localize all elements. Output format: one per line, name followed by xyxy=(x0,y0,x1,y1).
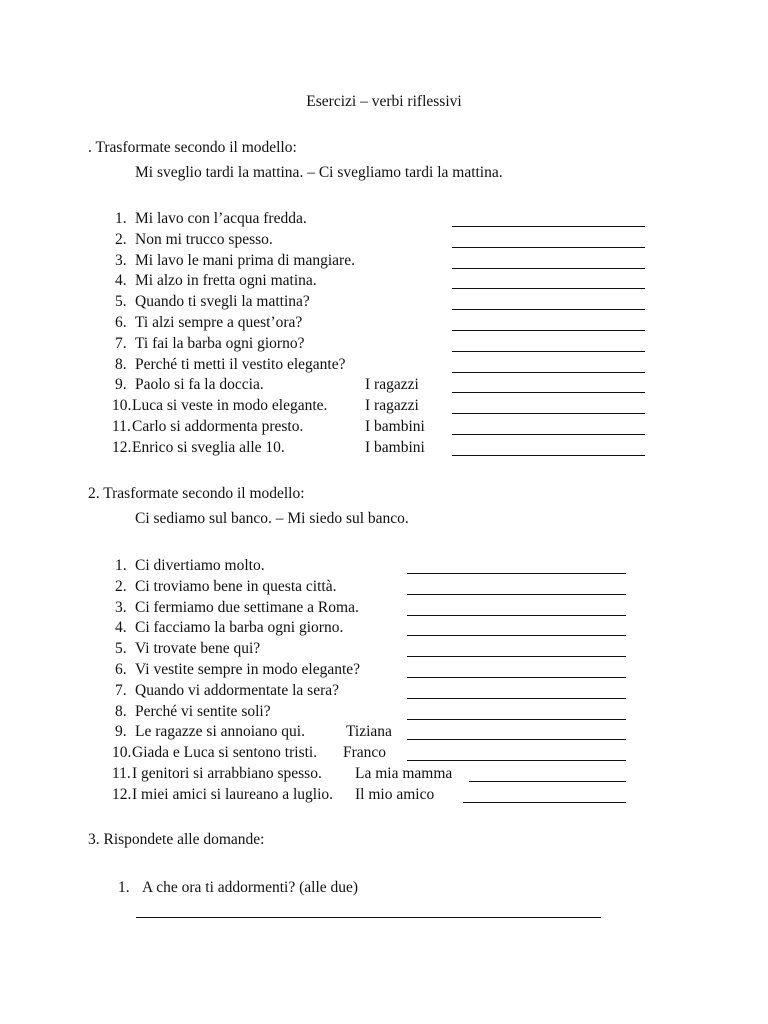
section-1-heading: . Trasformate secondo il modello: xyxy=(88,139,297,156)
section-1-model: Mi sveglio tardi la mattina. – Ci svegliamo tardi la mattina. xyxy=(135,164,503,181)
sentence-text: Vi vestite sempre in modo elegante? xyxy=(135,661,361,678)
answer-blank[interactable] xyxy=(452,233,645,248)
answer-blank[interactable] xyxy=(407,684,626,699)
answer-blank[interactable] xyxy=(407,621,626,636)
list-item-number: 9. xyxy=(115,376,127,394)
subject-prompt: La mia mamma xyxy=(355,765,453,782)
list-item-number: 4. xyxy=(115,619,127,637)
answer-blank[interactable] xyxy=(452,337,645,352)
answer-blank[interactable] xyxy=(407,705,626,720)
sentence-text: Ti fai la barba ogni giorno? xyxy=(135,334,305,352)
list-item-number: 7. xyxy=(115,334,127,352)
answer-blank[interactable] xyxy=(407,559,626,574)
answer-blank[interactable] xyxy=(452,378,645,393)
sentence-text: I miei amici si laureano a luglio. xyxy=(132,785,334,803)
list-item-number: 8. xyxy=(115,355,127,373)
list-item-number: 4. xyxy=(115,272,127,290)
list-item-number: 11. xyxy=(112,418,131,435)
answer-blank[interactable] xyxy=(407,642,626,657)
list-item-number: 11. xyxy=(112,765,131,782)
sentence-text: Enrico si sveglia alle 10. xyxy=(132,438,285,456)
sentence-text: Mi alzo in fretta ogni matina. xyxy=(135,272,317,290)
list-item-number: 10. xyxy=(112,744,132,762)
sentence-text: Le ragazze si annoiano qui. xyxy=(135,723,305,741)
sentence-text: Ci fermiamo due settimane a Roma. xyxy=(135,598,359,616)
answer-blank[interactable] xyxy=(407,746,626,761)
answer-blank[interactable] xyxy=(469,767,626,782)
list-item-number: 2. xyxy=(115,577,127,595)
page-title: Esercizi – verbi riflessivi xyxy=(306,93,462,110)
answer-blank[interactable] xyxy=(136,903,601,918)
subject-prompt: Tiziana xyxy=(346,723,392,741)
list-item-number: 6. xyxy=(115,661,127,678)
list-item-number: 3. xyxy=(115,598,127,616)
subject-prompt: I ragazzi xyxy=(365,376,419,394)
subject-prompt: Franco xyxy=(343,744,387,762)
sentence-text: Ci facciamo la barba ogni giorno. xyxy=(135,619,344,637)
answer-blank[interactable] xyxy=(452,441,645,456)
sentence-text: Mi lavo con l’acqua fredda. xyxy=(135,210,307,227)
sentence-text: Quando ti svegli la mattina? xyxy=(135,293,310,311)
answer-blank[interactable] xyxy=(452,420,645,435)
sentence-text: Luca si veste in modo elegante. xyxy=(132,397,328,415)
list-item-number: 12. xyxy=(112,438,132,456)
section-3-heading: 3. Rispondete alle domande: xyxy=(88,831,265,848)
subject-prompt: I ragazzi xyxy=(365,397,419,415)
answer-blank[interactable] xyxy=(407,725,626,740)
sentence-text: Ci troviamo bene in questa città. xyxy=(135,577,337,595)
sentence-text: Non mi trucco spesso. xyxy=(135,230,273,248)
subject-prompt: I bambini xyxy=(365,438,425,456)
section-2-heading: 2. Trasformate secondo il modello: xyxy=(88,485,305,502)
list-item-number: 1. xyxy=(115,210,127,227)
answer-blank[interactable] xyxy=(452,274,645,289)
sentence-text: Giada e Luca si sentono tristi. xyxy=(132,744,318,762)
list-item-number: 8. xyxy=(115,702,127,720)
list-item-number: 5. xyxy=(115,293,127,311)
section-2-model: Ci sediamo sul banco. – Mi siedo sul banco. xyxy=(135,510,409,527)
sentence-text: Perché vi sentite soli? xyxy=(135,702,271,720)
subject-prompt: I bambini xyxy=(365,418,425,435)
sentence-text: Mi lavo le mani prima di mangiare. xyxy=(135,251,355,269)
list-item-number: 7. xyxy=(115,681,127,699)
answer-blank[interactable] xyxy=(407,580,626,595)
subject-prompt: Il mio amico xyxy=(355,785,435,803)
list-item-number: 1. xyxy=(118,879,130,896)
answer-blank[interactable] xyxy=(463,788,626,803)
sentence-text: Paolo si fa la doccia. xyxy=(135,376,264,394)
answer-blank[interactable] xyxy=(452,254,645,269)
sentence-text: I genitori si arrabbiano spesso. xyxy=(132,765,322,782)
list-item-number: 10. xyxy=(112,397,132,415)
answer-blank[interactable] xyxy=(452,399,645,414)
answer-blank[interactable] xyxy=(452,295,645,310)
sentence-text: Perché ti metti il vestito elegante? xyxy=(135,355,346,373)
list-item-number: 12. xyxy=(112,785,132,803)
list-item-number: 5. xyxy=(115,640,127,658)
list-item-number: 1. xyxy=(115,557,127,574)
list-item-number: 3. xyxy=(115,251,127,269)
sentence-text: Ti alzi sempre a quest’ora? xyxy=(135,314,303,331)
sentence-text: Ci divertiamo molto. xyxy=(135,557,265,574)
answer-blank[interactable] xyxy=(452,316,645,331)
list-item-number: 2. xyxy=(115,230,127,248)
answer-blank[interactable] xyxy=(452,358,645,373)
list-item-number: 9. xyxy=(115,723,127,741)
answer-blank[interactable] xyxy=(407,601,626,616)
answer-blank[interactable] xyxy=(407,663,626,678)
sentence-text: Vi trovate bene qui? xyxy=(135,640,261,658)
answer-blank[interactable] xyxy=(452,212,645,227)
list-item-number: 6. xyxy=(115,314,127,331)
sentence-text: Quando vi addormentate la sera? xyxy=(135,681,339,699)
question-text: A che ora ti addormenti? (alle due) xyxy=(142,879,359,896)
sentence-text: Carlo si addormenta presto. xyxy=(132,418,304,435)
